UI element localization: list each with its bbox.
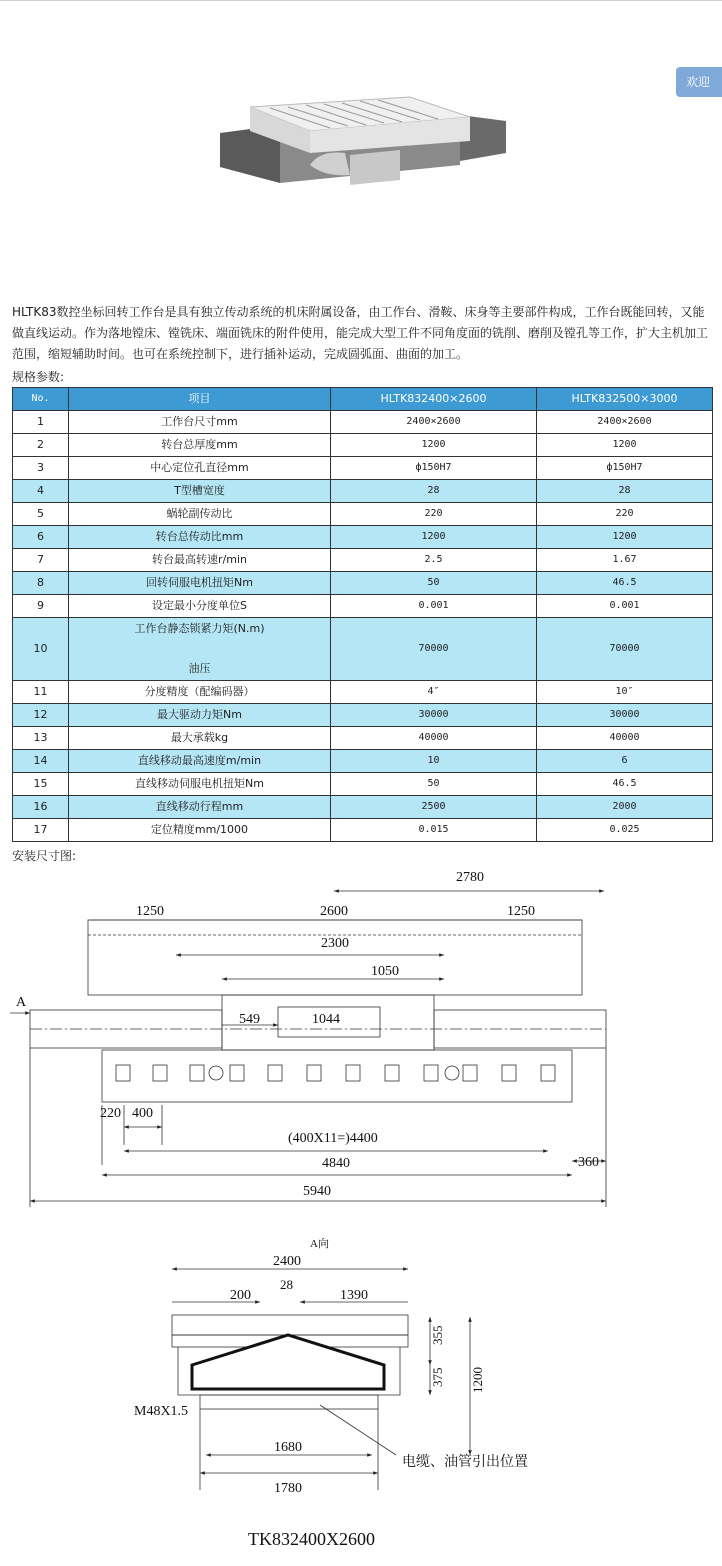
installation-drawing <box>0 865 722 1565</box>
row-value-b: 46.5 <box>537 773 713 796</box>
table-row <box>13 457 713 480</box>
header-model-a: HLTK832400×2600 <box>331 388 537 411</box>
table-row <box>13 572 713 595</box>
row-value-a: 2.5 <box>331 549 537 572</box>
dim-220: 220 <box>100 1106 121 1121</box>
row-no: 3 <box>13 457 69 480</box>
row-value-a: 0.001 <box>331 595 537 618</box>
row-value-b: 220 <box>537 503 713 526</box>
header-no: No. <box>13 388 69 411</box>
dim-375: 375 <box>430 1367 445 1387</box>
table-row <box>13 434 713 457</box>
table-row <box>13 595 713 618</box>
row-value-b: 46.5 <box>537 572 713 595</box>
row-value-b: 40000 <box>537 727 713 750</box>
row-no: 8 <box>13 572 69 595</box>
model-label: TK832400X2600 <box>248 1529 375 1549</box>
row-value-b: 10″ <box>537 681 713 704</box>
dim-1200: 1200 <box>470 1367 485 1393</box>
row-value-a: 40000 <box>331 727 537 750</box>
row-item: 最大驱动力矩Nm <box>69 704 331 727</box>
table-row <box>13 773 713 796</box>
row-no: 4 <box>13 480 69 503</box>
table-row <box>13 618 713 681</box>
row-value-b: 2000 <box>537 796 713 819</box>
spec-table <box>12 387 713 842</box>
row-item: 蜗轮副传动比 <box>69 503 331 526</box>
row-value-b: 70000 <box>537 618 713 681</box>
row-item <box>69 618 331 681</box>
row-no: 12 <box>13 704 69 727</box>
row-value-b: 2400×2600 <box>537 411 713 434</box>
row-no: 7 <box>13 549 69 572</box>
table-row <box>13 681 713 704</box>
row-value-a: 220 <box>331 503 537 526</box>
row-item: 中心定位孔直径mm <box>69 457 331 480</box>
row-item: 回转伺服电机扭矩Nm <box>69 572 331 595</box>
dim-1044: 1044 <box>312 1012 340 1027</box>
row-no: 9 <box>13 595 69 618</box>
spec-label: 规格参数: <box>12 370 65 384</box>
header-model-b: HLTK832500×3000 <box>537 388 713 411</box>
table-header-row <box>13 388 713 411</box>
row-value-a: 50 <box>331 773 537 796</box>
row-value-b: 28 <box>537 480 713 503</box>
row-no: 2 <box>13 434 69 457</box>
row-no: 6 <box>13 526 69 549</box>
row-value-a: 1200 <box>331 526 537 549</box>
row-item: T型槽宽度 <box>69 480 331 503</box>
row-value-a: 2500 <box>331 796 537 819</box>
row-no: 11 <box>13 681 69 704</box>
dim-1050: 1050 <box>371 964 399 979</box>
dim-2600: 2600 <box>320 904 348 919</box>
dim-360: 360 <box>578 1155 599 1170</box>
product-description: HLTK83数控坐标回转工作台是具有独立传动系统的机床附属设备，由工作台、滑鞍、床身等主要部件构成，工作台既能回转，又能做直线运动。作为落地镗床、镗铣床、端面铣床的附件使用，能完成大型工件不同角度面的铣削、磨削及镗孔等工作，扩大主机加工范围，缩短辅助时间。也可在系统控制下，进行插补运动，完成圆弧面、曲面的加工。 <box>12 305 709 361</box>
dim-4840: 4840 <box>322 1156 350 1171</box>
table-row <box>13 549 713 572</box>
table-row <box>13 796 713 819</box>
row-value-a: ф150H7 <box>331 457 537 480</box>
dim-pitch: (400X11=)4400 <box>288 1131 378 1146</box>
row-value-b: 30000 <box>537 704 713 727</box>
bolt-label: M48X1.5 <box>134 1404 189 1419</box>
row-item: 直线移动最高速度m/min <box>69 750 331 773</box>
row-no: 16 <box>13 796 69 819</box>
dim-200: 200 <box>230 1288 251 1303</box>
dim-355: 355 <box>430 1325 445 1345</box>
row-item: 分度精度（配编码器） <box>69 681 331 704</box>
row-item: 工作台尺寸mm <box>69 411 331 434</box>
row-value-b: 1.67 <box>537 549 713 572</box>
row-item: 最大承载kg <box>69 727 331 750</box>
row-item: 直线移动行程mm <box>69 796 331 819</box>
row-value-b: 0.025 <box>537 819 713 842</box>
row-no: 17 <box>13 819 69 842</box>
table-row <box>13 480 713 503</box>
row-value-a: 1200 <box>331 434 537 457</box>
welcome-tab[interactable]: 欢迎 <box>676 67 722 97</box>
dim-400: 400 <box>132 1106 153 1121</box>
row-value-a: 0.015 <box>331 819 537 842</box>
dim-1250-left: 1250 <box>136 904 164 919</box>
row-no: 14 <box>13 750 69 773</box>
row-no: 10 <box>13 618 69 681</box>
row-item: 直线移动伺服电机扭矩Nm <box>69 773 331 796</box>
table-row <box>13 503 713 526</box>
table-row <box>13 819 713 842</box>
table-row <box>13 727 713 750</box>
row-value-a: 10 <box>331 750 537 773</box>
row-item: 设定最小分度单位S <box>69 595 331 618</box>
view-a-title: A向 <box>310 1238 329 1250</box>
dim-2780: 2780 <box>456 870 484 885</box>
table-row <box>13 411 713 434</box>
dim-28: 28 <box>280 1277 293 1292</box>
row-item-line2: 油压 <box>188 662 211 675</box>
row-value-a: 30000 <box>331 704 537 727</box>
row-no: 13 <box>13 727 69 750</box>
row-item: 转台总传动比mm <box>69 526 331 549</box>
top-divider <box>0 0 722 1</box>
row-item: 转台最高转速r/min <box>69 549 331 572</box>
header-item: 项目 <box>69 388 331 411</box>
row-value-a: 28 <box>331 480 537 503</box>
cable-note: 电缆、油管引出位置 <box>402 1455 528 1470</box>
row-value-b: 6 <box>537 750 713 773</box>
row-no: 5 <box>13 503 69 526</box>
dim-2300: 2300 <box>321 936 349 951</box>
row-value-a: 2400×2600 <box>331 411 537 434</box>
row-item-line1: 工作台静态锁紧力矩(N.m) <box>134 622 265 635</box>
dim-1390: 1390 <box>340 1288 368 1303</box>
dim-549: 549 <box>239 1012 260 1027</box>
row-no: 1 <box>13 411 69 434</box>
dim-1250-right: 1250 <box>507 904 535 919</box>
row-value-a: 4″ <box>331 681 537 704</box>
table-row <box>13 526 713 549</box>
table-row <box>13 704 713 727</box>
product-photo <box>210 95 512 200</box>
install-label: 安装尺寸图: <box>12 849 77 863</box>
dim-1780: 1780 <box>274 1481 302 1496</box>
dim-5940: 5940 <box>303 1184 331 1199</box>
row-value-b: 1200 <box>537 526 713 549</box>
table-row <box>13 750 713 773</box>
row-item: 转台总厚度mm <box>69 434 331 457</box>
row-value-b: 1200 <box>537 434 713 457</box>
row-no: 15 <box>13 773 69 796</box>
dim-2400: 2400 <box>273 1254 301 1269</box>
row-item: 定位精度mm/1000 <box>69 819 331 842</box>
view-arrow-label: A <box>16 995 27 1010</box>
row-value-b: 0.001 <box>537 595 713 618</box>
row-value-a: 70000 <box>331 618 537 681</box>
dim-1680: 1680 <box>274 1440 302 1455</box>
row-value-a: 50 <box>331 572 537 595</box>
row-value-b: ф150H7 <box>537 457 713 480</box>
